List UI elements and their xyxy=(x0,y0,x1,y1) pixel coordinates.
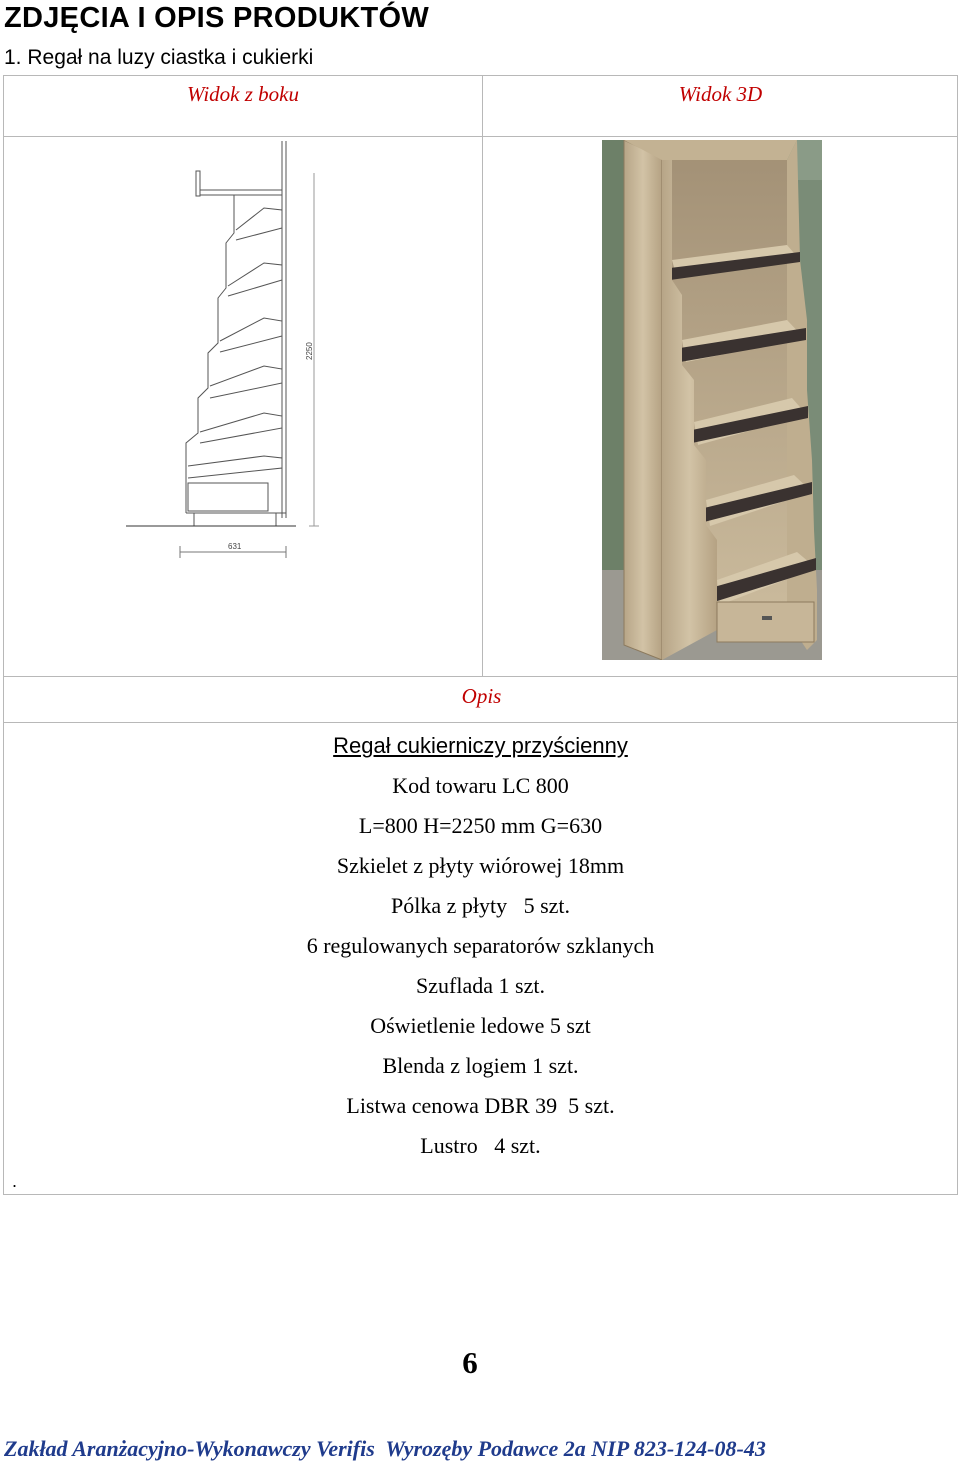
product-table xyxy=(3,75,958,1195)
footer-company-info: Zakład Aranżacyjno-Wykonawczy Verifis Wyrozęby Podawce 2a NIP 823-124-08-43 xyxy=(4,1436,766,1461)
product-description xyxy=(4,726,957,1166)
description-line: Pólka z płyty 5 szt. xyxy=(390,893,571,918)
description-line: 6 regulowanych separatorów szklanych xyxy=(306,933,655,958)
description-line: Kod towaru LC 800 xyxy=(392,773,569,798)
3d-view-header: Widok 3D xyxy=(678,82,763,106)
description-line: L=800 H=2250 mm G=630 xyxy=(358,813,603,838)
description-line: Oświetlenie ledowe 5 szt xyxy=(370,1013,591,1038)
description-line: Lustro 4 szt. xyxy=(420,1133,541,1158)
description-line: Listwa cenowa DBR 39 5 szt. xyxy=(346,1093,615,1118)
description-header: Opis xyxy=(461,684,502,708)
description-line: Blenda z logiem 1 szt. xyxy=(382,1053,579,1078)
page-number: 6 xyxy=(462,1345,478,1380)
trailing-dot: . xyxy=(12,1171,18,1191)
depth-dimension-label: 631 xyxy=(228,542,242,551)
table-column-divider xyxy=(482,76,483,676)
page-title: ZDJĘCIA I OPIS PRODUKTÓW xyxy=(4,2,430,34)
table-divider xyxy=(4,136,957,137)
section-subtitle: 1. Regał na luzy ciastka i cukierki xyxy=(4,46,314,69)
side-view-drawing xyxy=(114,138,354,568)
description-line: Szuflada 1 szt. xyxy=(416,973,545,998)
height-dimension-label: 2250 xyxy=(305,342,314,360)
shelf-3d-photo xyxy=(602,140,822,660)
side-view-header: Widok z boku xyxy=(187,82,299,106)
description-line: Szkielet z płyty wiórowej 18mm xyxy=(336,853,625,878)
product-name: Regał cukierniczy przyścienny xyxy=(333,733,628,758)
table-divider xyxy=(4,722,957,723)
table-divider xyxy=(4,676,957,677)
